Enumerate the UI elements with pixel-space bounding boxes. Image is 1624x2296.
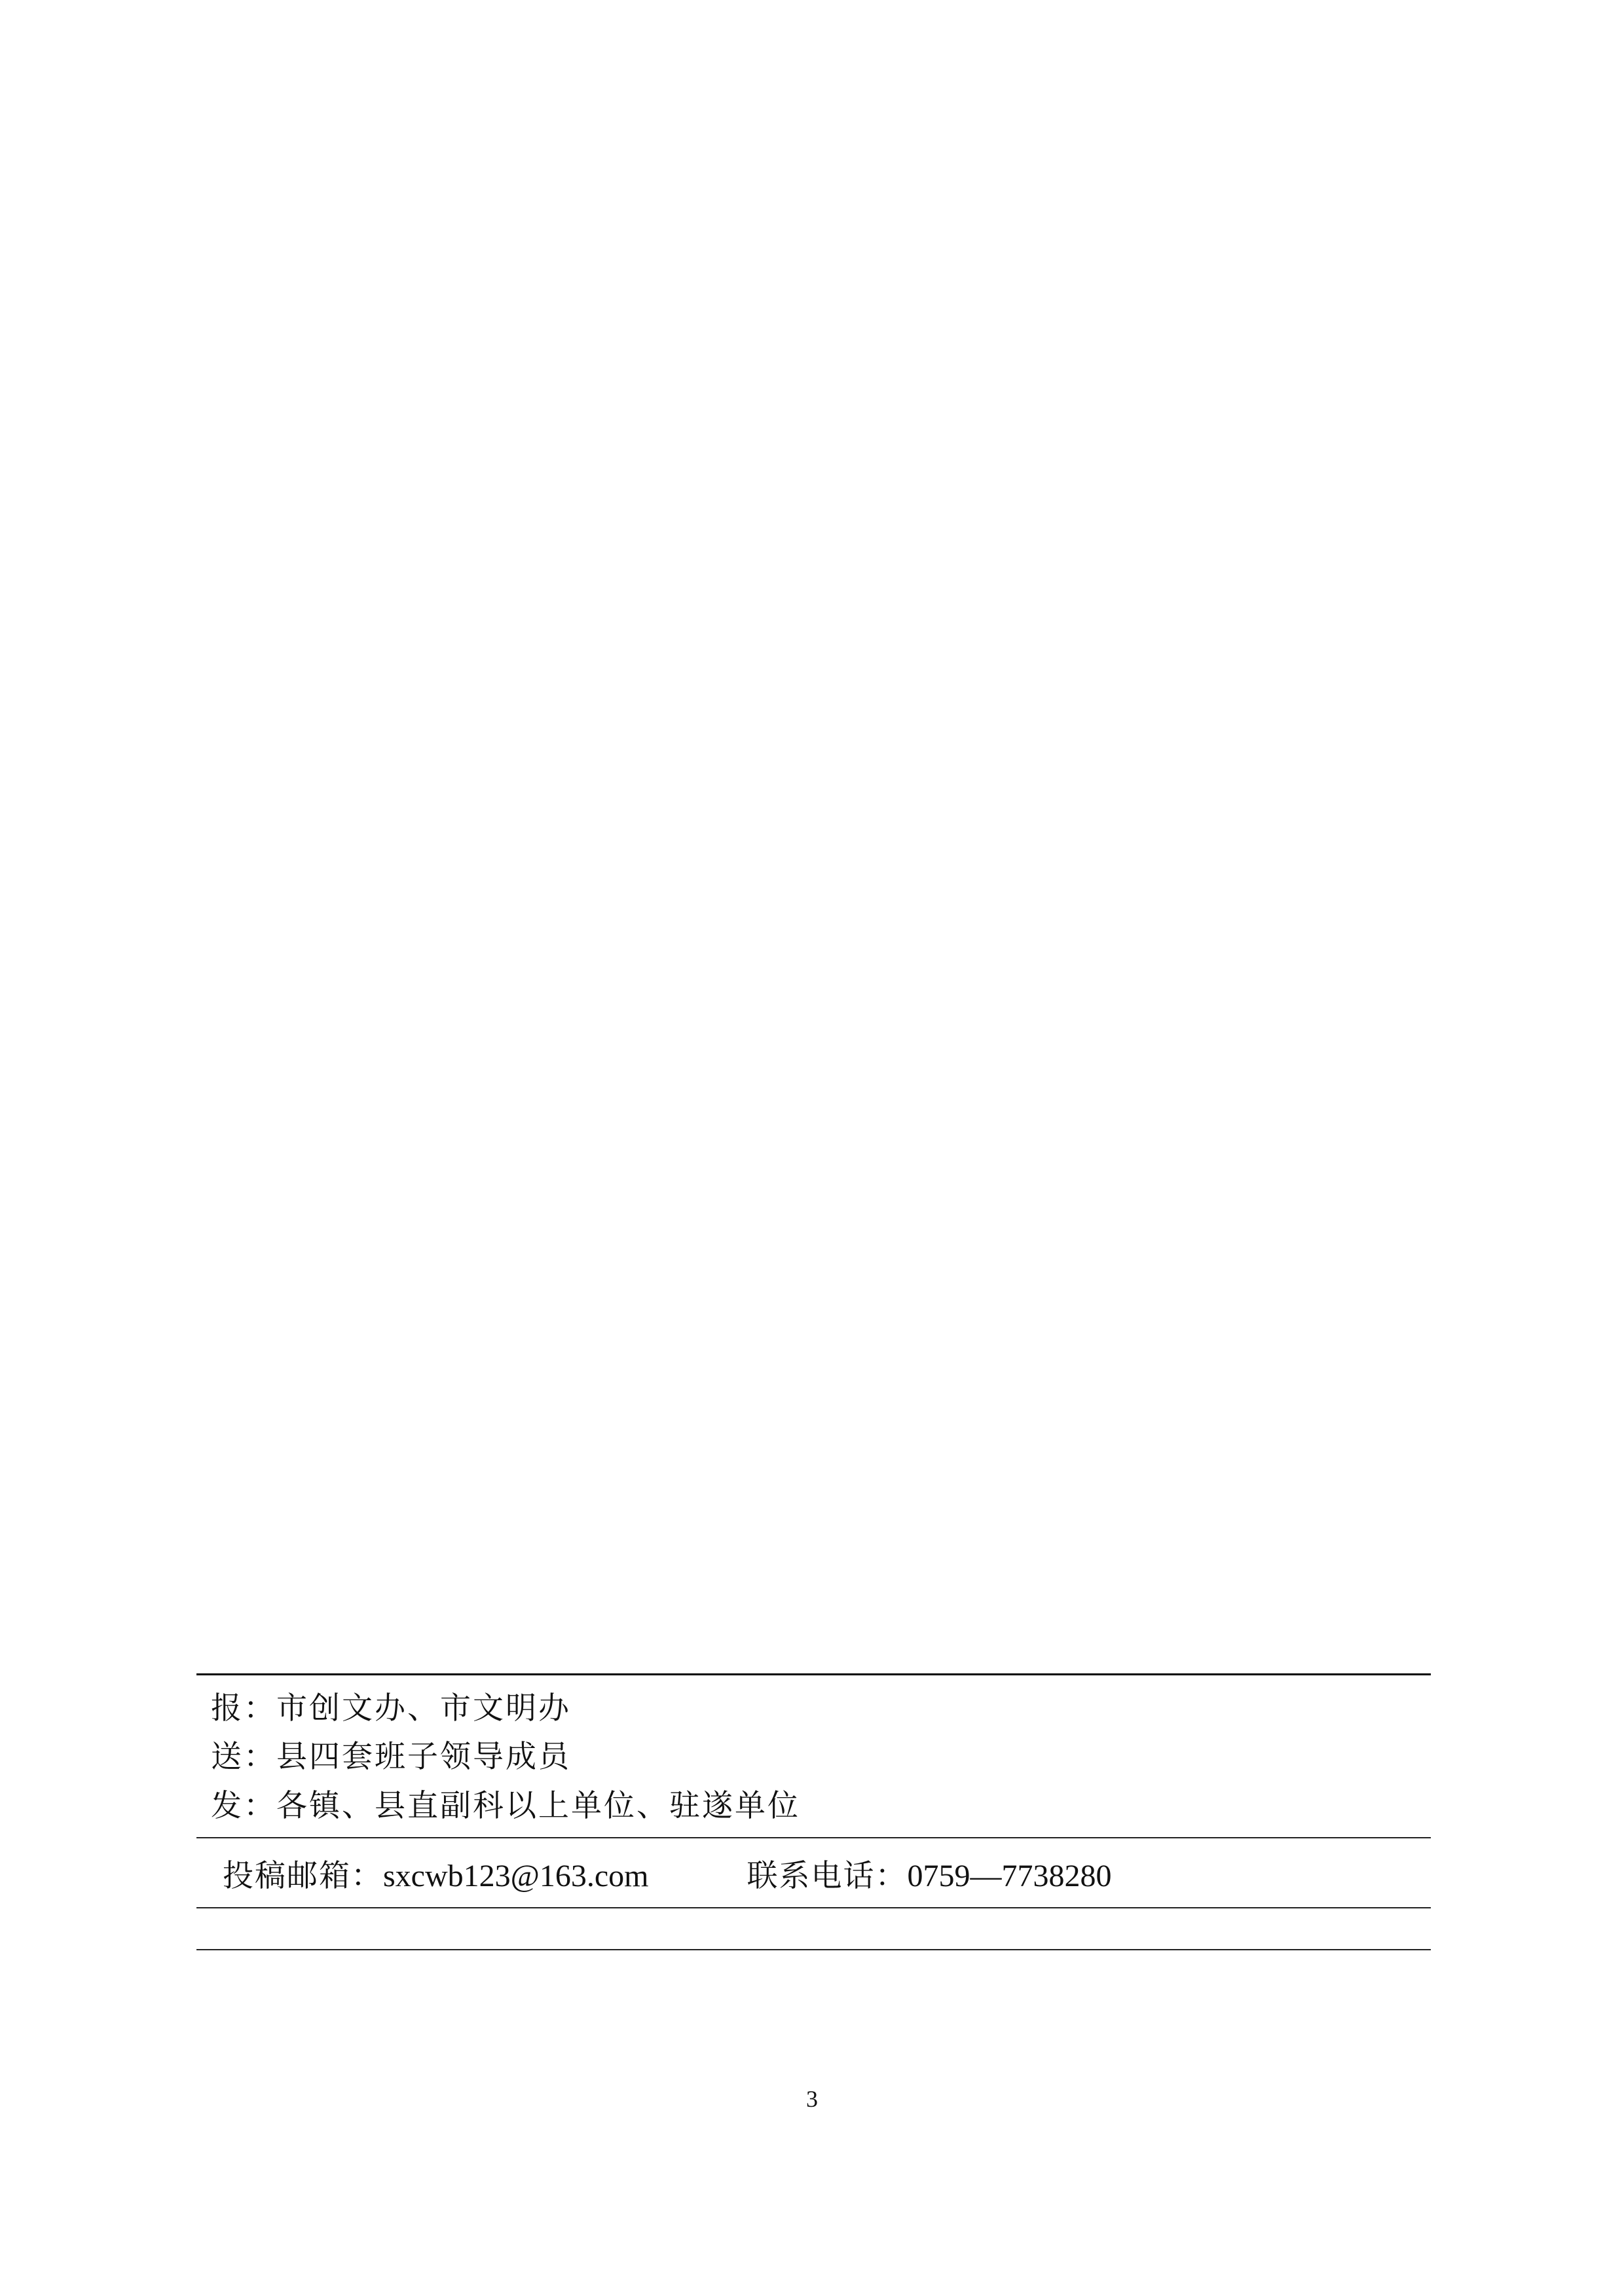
distribution-list: [196, 1675, 1431, 1837]
distribution-value: 县四套班子领导成员: [276, 1739, 571, 1776]
distribution-value: 市创文办、市文明办: [276, 1690, 571, 1726]
distribution-row: [196, 1733, 1431, 1781]
distribution-label: 报：: [211, 1690, 276, 1726]
document-footer: [196, 1673, 1431, 1950]
distribution-row: [196, 1782, 1431, 1831]
distribution-label: 发：: [211, 1787, 276, 1824]
distribution-row: [196, 1685, 1431, 1733]
distribution-label: 送：: [211, 1739, 276, 1776]
contact-phone-label: 联系电话：: [747, 1857, 908, 1894]
submission-email-label: 投稿邮箱：: [223, 1857, 383, 1894]
footer-spacer: [196, 1908, 1431, 1949]
submission-email-value: sxcwb123@163.com: [383, 1858, 649, 1893]
page-number: 3: [806, 2086, 818, 2112]
distribution-value: 各镇、县直副科以上单位、驻遂单位: [276, 1787, 800, 1824]
footer-bottom-rule: [196, 1949, 1431, 1950]
contact-line: [196, 1838, 1431, 1907]
contact-phone-value: 0759—7738280: [907, 1858, 1112, 1893]
